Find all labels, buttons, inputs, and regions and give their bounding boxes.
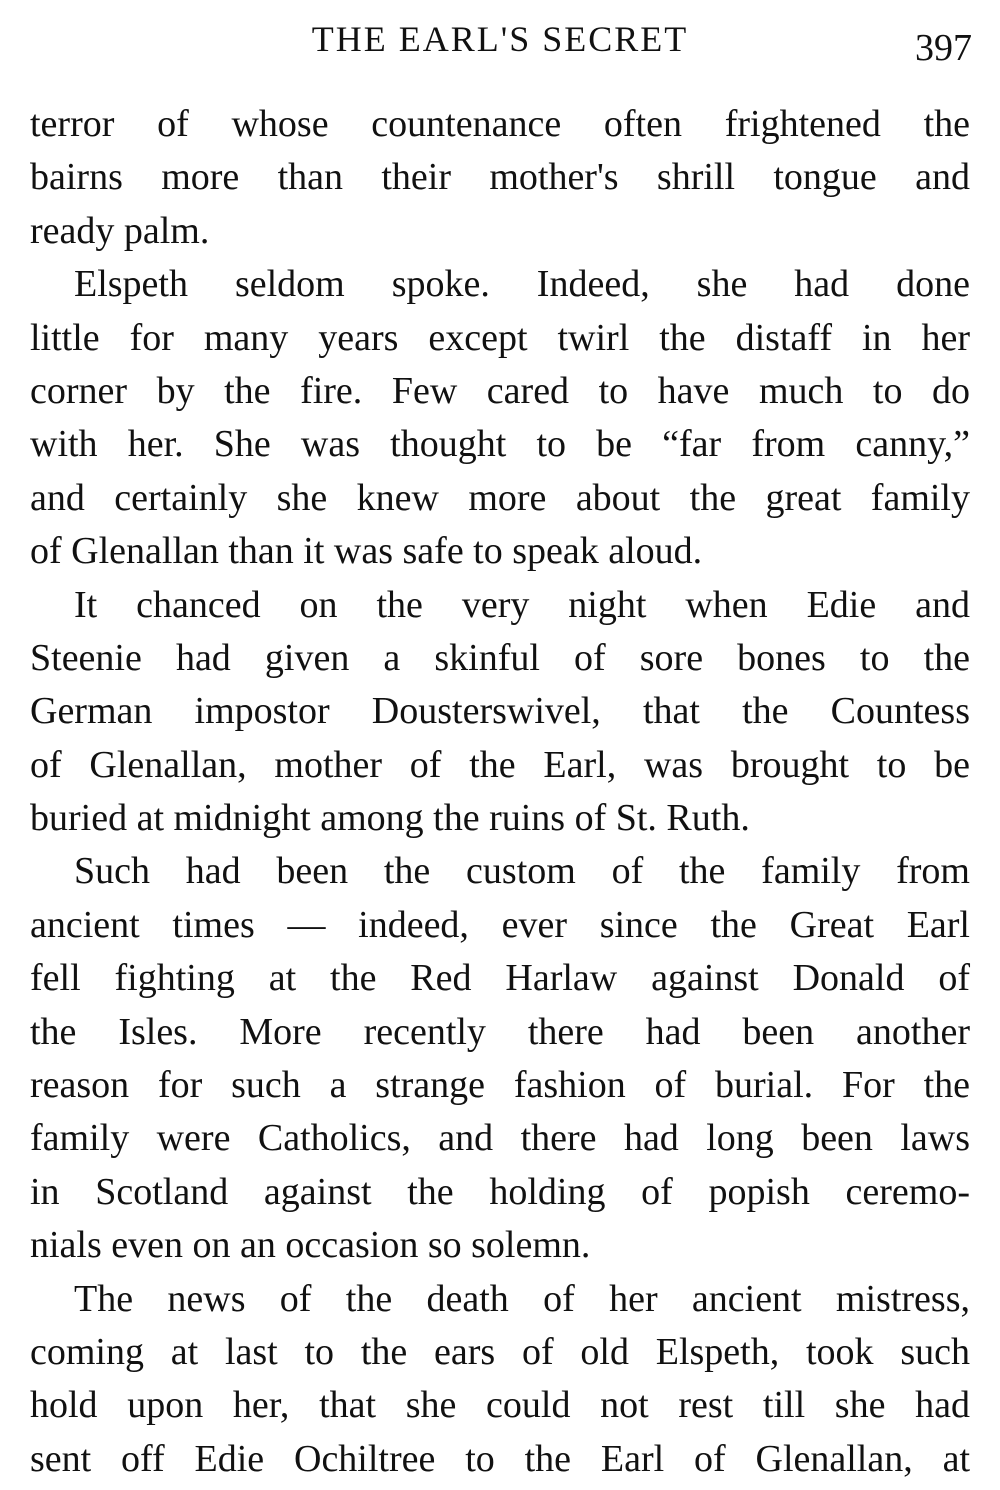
text-line: of Glenallan than it was safe to speak aloud. — [30, 530, 703, 573]
text-line: The news of the death of her ancient mistress, — [74, 1277, 970, 1320]
text-line: of Glenallan, mother of the Earl, was brought to be — [30, 743, 970, 786]
text-line: corner by the fire. Few cared to have much to do — [30, 369, 970, 412]
text-line: sent off Edie Ochiltree to the Earl of Glenallan, at — [30, 1437, 970, 1480]
text-line: buried at midnight among the ruins of St. Ruth. — [30, 797, 750, 840]
page-number: 397 — [915, 27, 972, 69]
text-line: family were Catholics, and there had long been laws — [30, 1117, 970, 1160]
text-line: nials even on an occasion so solemn. — [30, 1224, 591, 1267]
running-head — [0, 18, 1000, 68]
text-line: coming at last to the ears of old Elspeth, took such — [30, 1330, 970, 1373]
text-line: with her. She was thought to be “far from canny,” — [30, 423, 970, 466]
text-line: Steenie had given a skinful of sore bones to the — [30, 636, 970, 679]
text-line: hold upon her, that she could not rest till she had — [30, 1384, 970, 1427]
body-text — [30, 98, 970, 1486]
text-line: reason for such a strange fashion of burial. For the — [30, 1064, 970, 1107]
text-line: ancient times — indeed, ever since the Great Earl — [30, 903, 970, 946]
text-line: German impostor Dousterswivel, that the Countess — [30, 690, 970, 733]
text-line: the Isles. More recently there had been another — [30, 1010, 970, 1053]
text-line: Elspeth seldom spoke. Indeed, she had done — [74, 263, 970, 306]
running-title: THE EARL'S SECRET — [311, 19, 689, 59]
text-line: bairns more than their mother's shrill tongue and — [30, 156, 970, 199]
text-line: and certainly she knew more about the great family — [30, 476, 970, 519]
text-line: terror of whose countenance often frightened the — [30, 103, 970, 145]
text-line: ready palm. — [30, 209, 210, 252]
text-line: in Scotland against the holding of popish ceremo- — [30, 1170, 970, 1213]
text-line: little for many years except twirl the distaff in her — [30, 316, 970, 359]
text-line: It chanced on the very night when Edie and — [74, 583, 970, 626]
text-line: fell fighting at the Red Harlaw against Donald of — [30, 957, 970, 1000]
text-line: Such had been the custom of the family from — [74, 850, 970, 893]
